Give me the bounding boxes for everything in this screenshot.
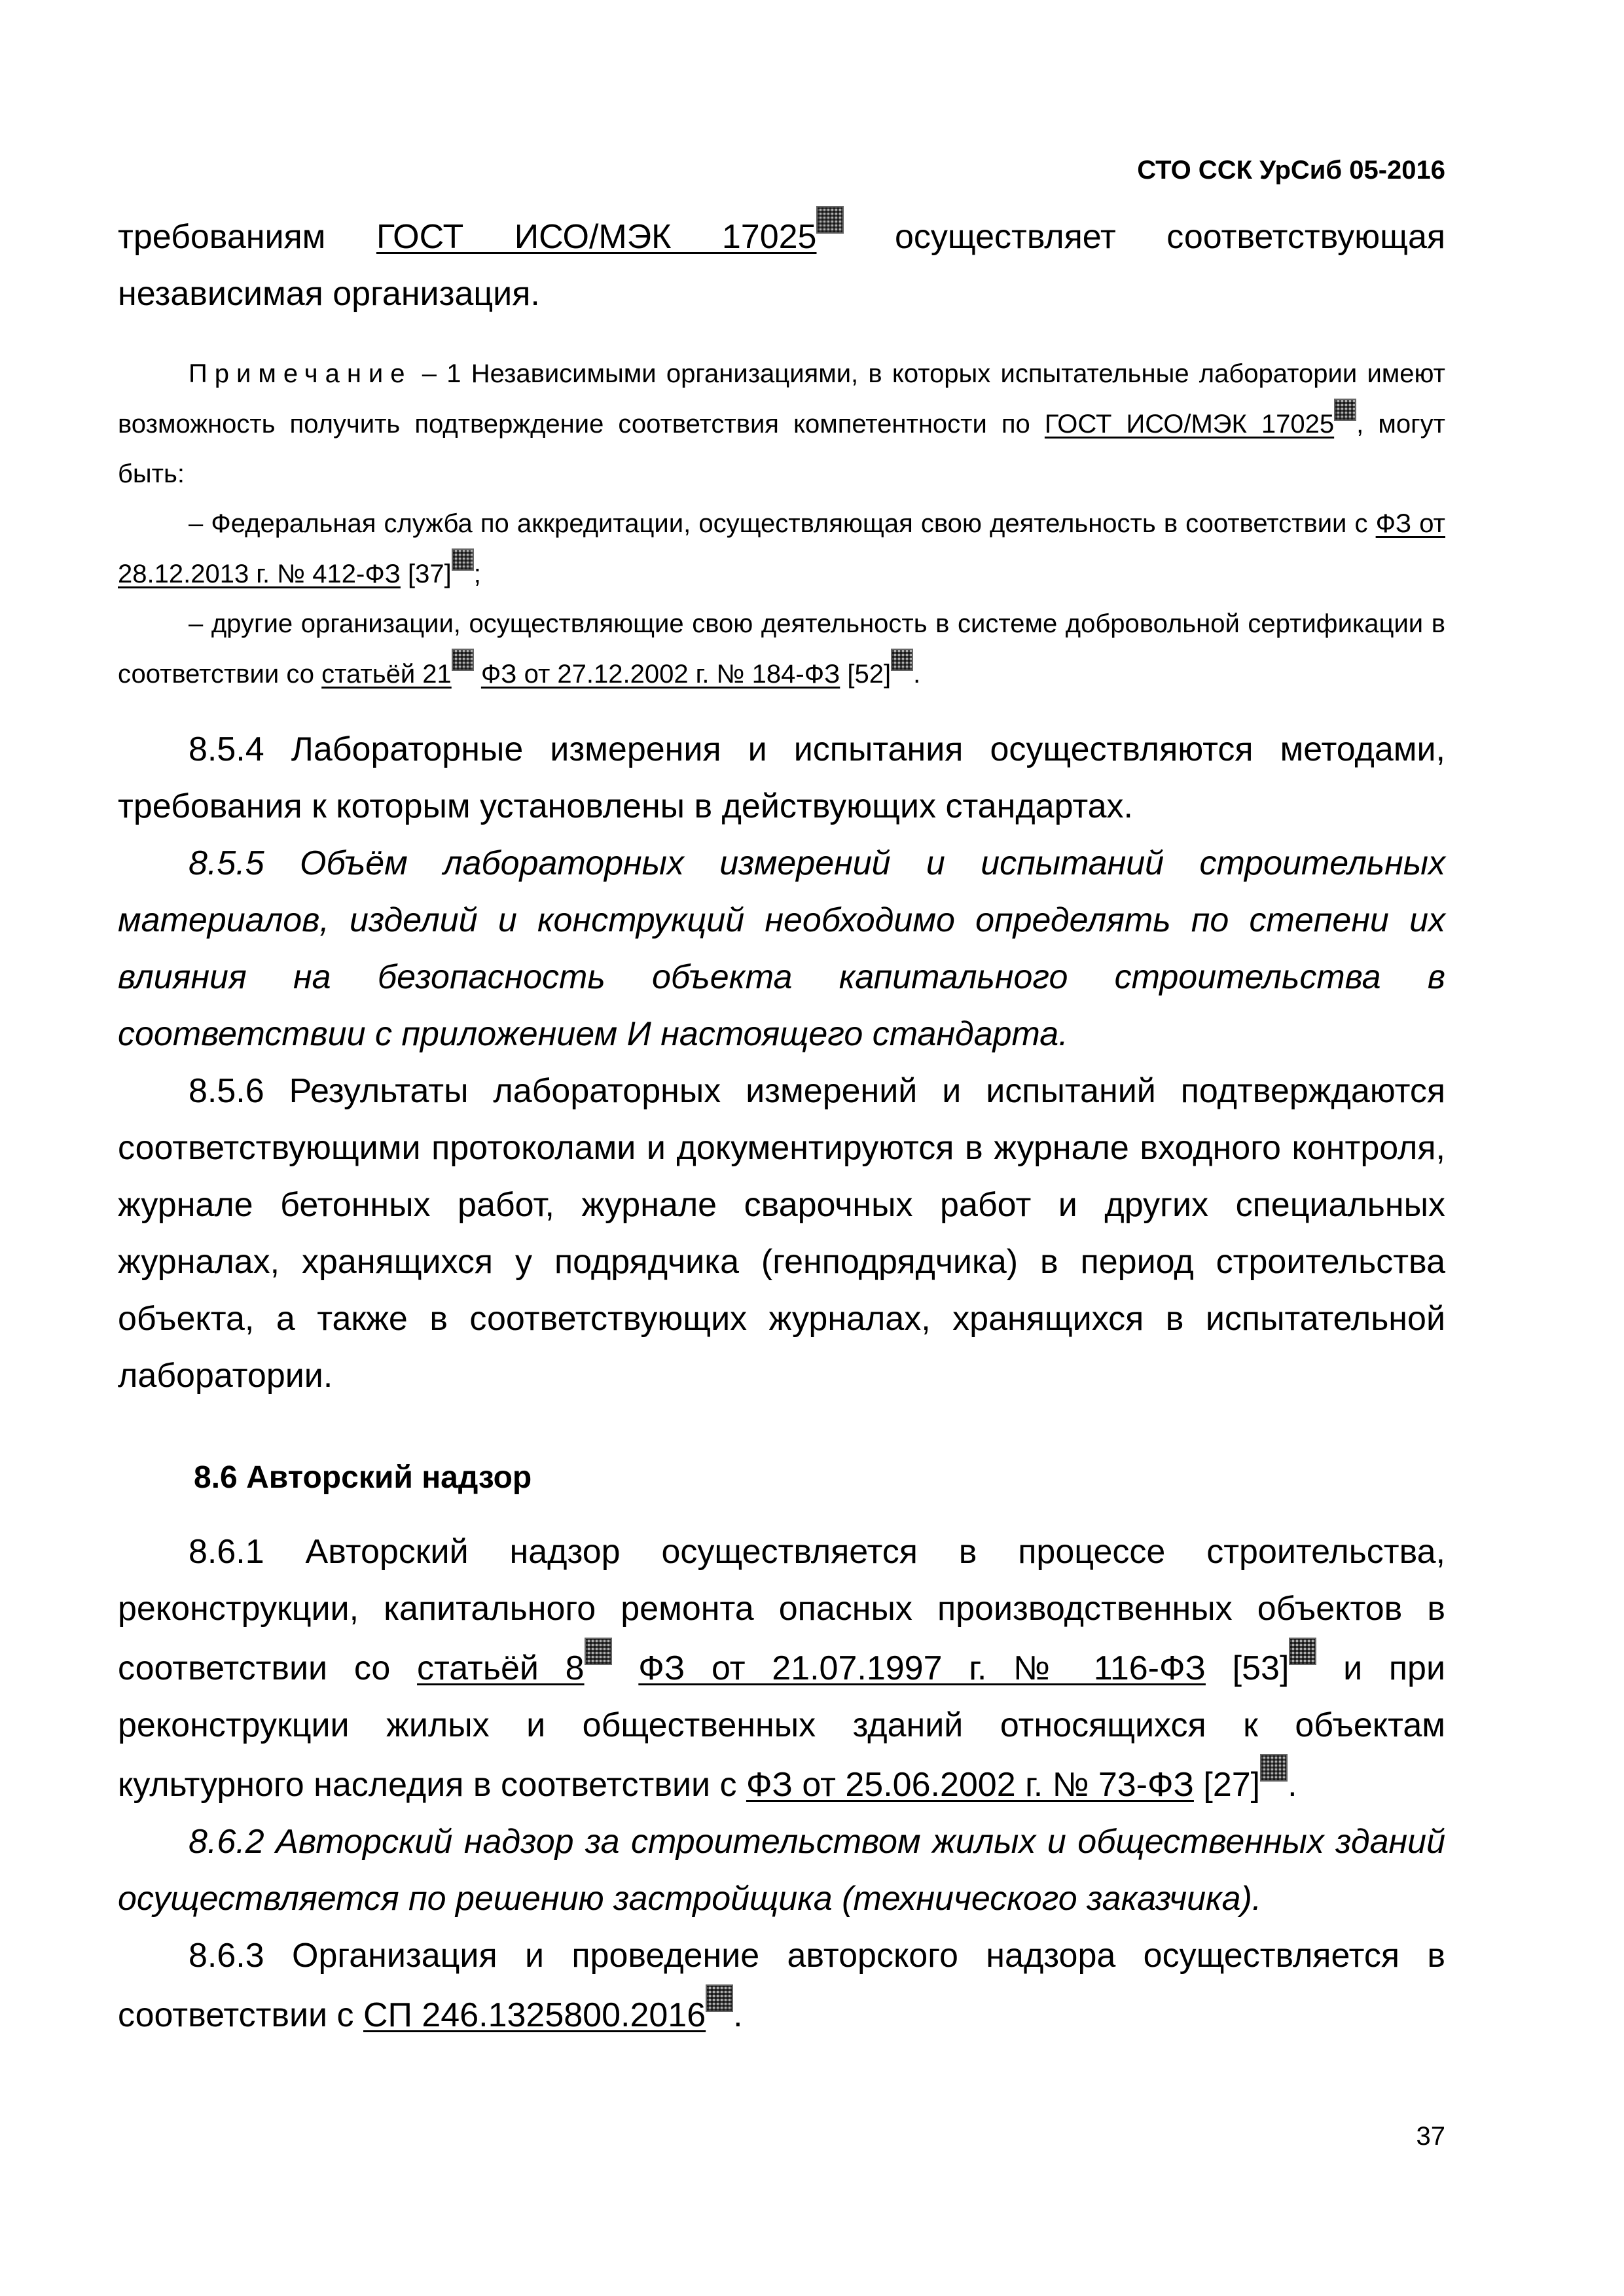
text-span: 8.6.1 Авторский надзор осуществляется в процессе строительства, реконструкции, капитального ремонта опасных производственных объектов в соответствии со [118, 1533, 1445, 1687]
text-span: и при реконструкции жилых и общественных зданий относящихся к объектам культурного наследия в соответствии с [118, 1649, 1445, 1804]
text-span: 8.6.3 Организация и проведение авторского надзора осуществляется в соответствии с [118, 1937, 1445, 2034]
note-label: Примечание [189, 359, 412, 388]
reference-37: [37] [408, 560, 452, 588]
text-span: – другие организации, осуществляющие свою деятельность в системе добровольной сертификации в соответствии со [118, 609, 1445, 689]
link-gost-iso-iec-17025-note[interactable]: ГОСТ ИСО/МЭК 17025 [1044, 410, 1335, 439]
paragraph-intro [118, 206, 1445, 323]
qr-code-icon[interactable] [706, 1984, 733, 2012]
page-number: 37 [1416, 2122, 1445, 2151]
link-gost-iso-iec-17025[interactable]: ГОСТ ИСО/МЭК 17025 [376, 218, 817, 256]
text-span: . [913, 660, 921, 689]
paragraph-8-5-4: 8.5.4 Лабораторные измерения и испытания осуществляются методами, требования к которым установлены в действующих стандартах. [118, 730, 1445, 825]
text-span: требованиям [118, 218, 326, 256]
link-article-8[interactable]: статьёй 8 [417, 1649, 585, 1687]
qr-code-icon[interactable] [1260, 1754, 1288, 1782]
qr-code-icon[interactable] [585, 1638, 612, 1665]
qr-code-icon[interactable] [1289, 1638, 1316, 1665]
note-list-item-1 [118, 499, 1445, 599]
document-code-header: СТО ССК УрСиб 05-2016 [1137, 156, 1445, 185]
note-paragraph [118, 349, 1445, 499]
paragraph-8-6-1 [118, 1524, 1445, 1814]
paragraph-8-5-6: 8.5.6 Результаты лабораторных измерений и испытаний подтверждаются соответствующими протоколами и документируются в журнале входного контроля, журнале бетонных работ, журнале сварочных работ и других специальных журналах, хранящихся у подрядчика (генподрядчика) в период строительства объекта, а также в соответствующих журналах, хранящихся в испытательной лаборатории. [118, 1072, 1445, 1395]
text-span: , могут быть: [118, 410, 1445, 488]
section-heading-8-6: 8.6 Авторский надзор [194, 1460, 532, 1495]
text-span: ; [473, 560, 481, 588]
text-span: . [1288, 1766, 1297, 1804]
link-fz-184[interactable]: ФЗ от 27.12.2002 г. № 184-ФЗ [480, 660, 840, 689]
qr-code-icon[interactable] [452, 548, 474, 571]
paragraph-8-5-5: 8.5.5 Объём лабораторных измерений и испытаний строительных материалов, изделий и конструкций необходимо определять по степени их влияния на безопасность объекта капитального строительства в соответствии с приложением И настоящего стандарта. [118, 844, 1445, 1053]
reference-27: [27] [1203, 1766, 1261, 1804]
link-fz-73[interactable]: ФЗ от 25.06.2002 г. № 73-ФЗ [746, 1766, 1194, 1804]
qr-code-icon[interactable] [452, 649, 474, 671]
link-article-21[interactable]: статьёй 21 [321, 660, 452, 689]
reference-52: [52] [847, 660, 892, 689]
note-dash: – [422, 359, 437, 388]
link-sp-246[interactable]: СП 246.1325800.2016 [363, 1996, 706, 2034]
text-span: . [733, 1996, 743, 2034]
qr-code-icon[interactable] [1334, 399, 1356, 421]
link-fz-412[interactable]: ФЗ от 28.12.2013 г. № 412-ФЗ [118, 509, 1445, 588]
qr-code-icon[interactable] [816, 206, 844, 234]
text-span: – Федеральная служба по аккредитации, осуществляющая свою деятельность в соответствии с [189, 509, 1368, 538]
paragraph-8-6-2: 8.6.2 Авторский надзор за строительством жилых и общественных зданий осуществляется по решению застройщика (технического заказчика). [118, 1823, 1445, 1918]
qr-code-icon[interactable] [891, 649, 913, 671]
text-span: осуществляет соответствующая независимая организация. [118, 218, 1446, 313]
reference-53: [53] [1232, 1649, 1290, 1687]
link-fz-116[interactable]: ФЗ от 21.07.1997 г. № 116-ФЗ [638, 1649, 1206, 1687]
text-span: 1 Независимыми организациями, в которых испытательные лаборатории имеют возможность получить подтверждение соответствия компетентности по [118, 359, 1445, 439]
note-list-item-2 [118, 599, 1445, 699]
page-content [118, 206, 1445, 2044]
paragraph-8-6-3 [118, 1928, 1445, 2044]
